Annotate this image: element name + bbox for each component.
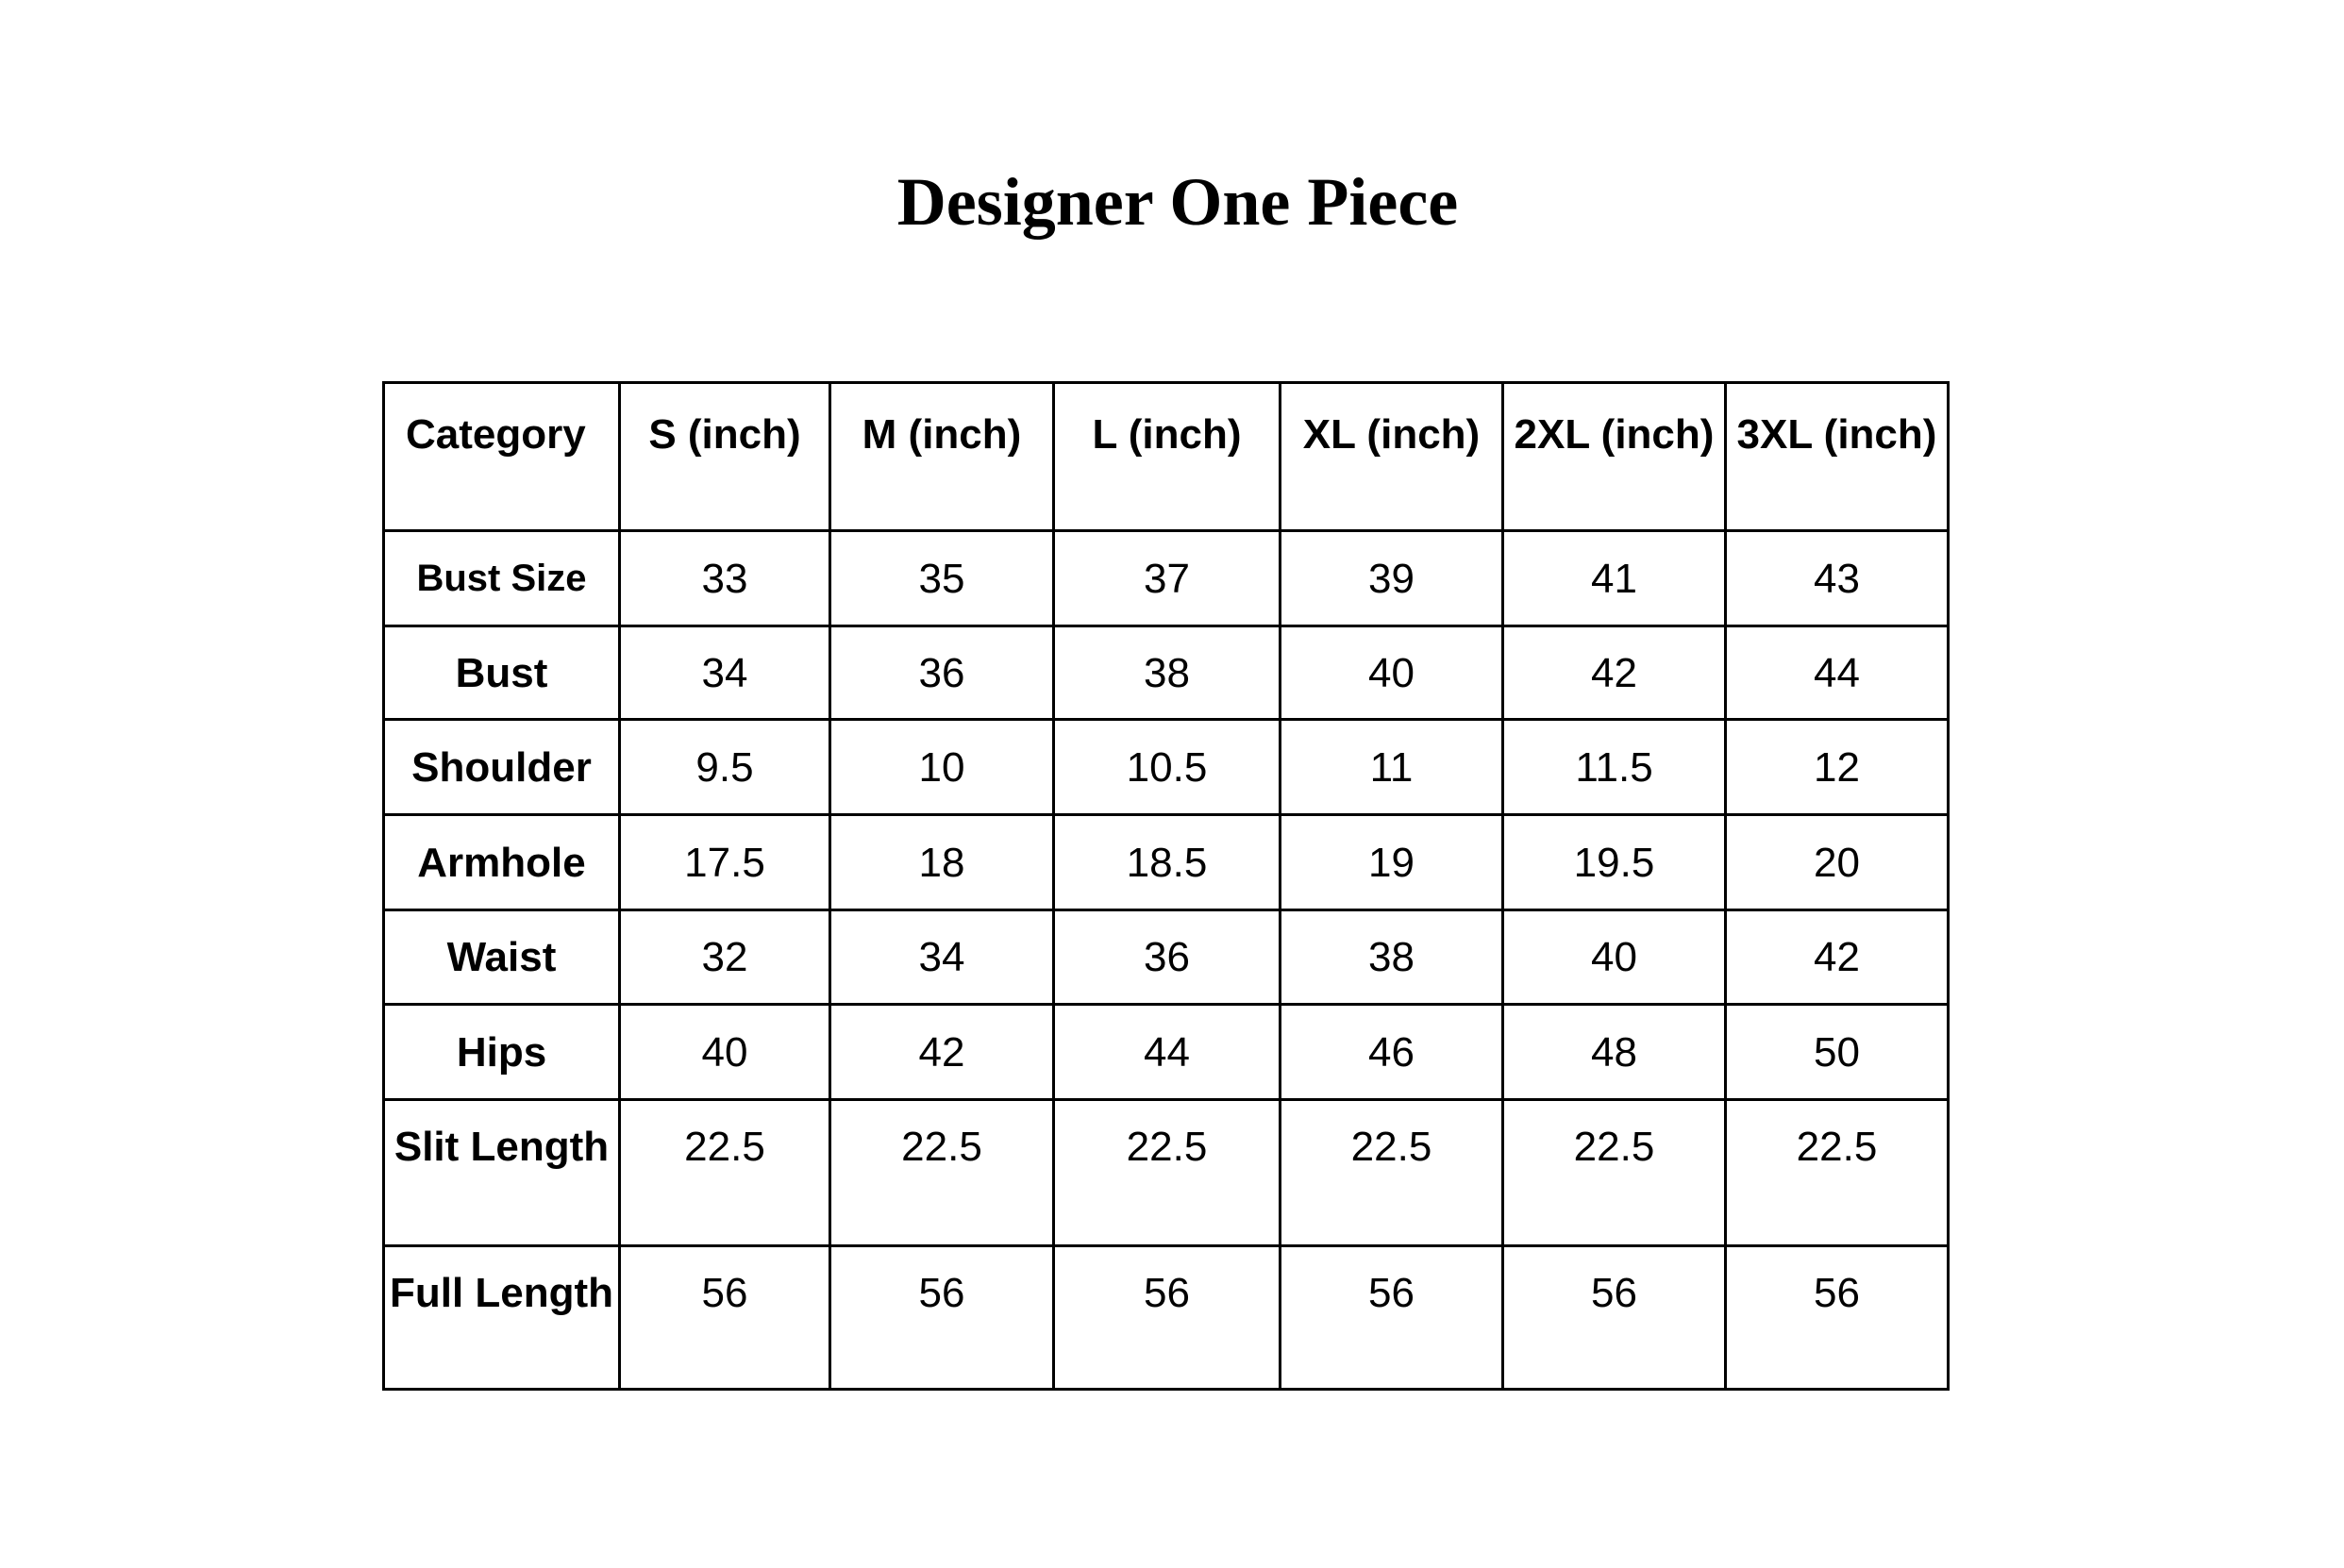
table-cell: 19 [1281,815,1503,910]
row-label: Waist [384,910,620,1005]
table-cell: 42 [1726,910,1949,1005]
table-cell: 9.5 [620,720,830,815]
table-cell: 40 [620,1005,830,1100]
table-cell: 38 [1054,626,1281,720]
table-cell: 32 [620,910,830,1005]
table-cell: 42 [1503,626,1726,720]
table-cell: 39 [1281,531,1503,626]
table-row [384,626,1949,720]
row-label: Hips [384,1005,620,1100]
row-label: Shoulder [384,720,620,815]
table-row [384,531,1949,626]
table-cell: 10.5 [1054,720,1281,815]
table-cell: 56 [1503,1246,1726,1390]
table-cell: 56 [1054,1246,1281,1390]
header-row [384,383,1949,531]
row-label: Armhole [384,815,620,910]
table-cell: 56 [830,1246,1054,1390]
table-row [384,720,1949,815]
table-cell: 41 [1503,531,1726,626]
table-row [384,815,1949,910]
table-cell: 22.5 [1281,1100,1503,1246]
table-cell: 35 [830,531,1054,626]
table-cell: 50 [1726,1005,1949,1100]
table-row [384,1246,1949,1390]
table-cell: 11.5 [1503,720,1726,815]
column-header-m: M (inch) [830,383,1054,531]
column-header-l: L (inch) [1054,383,1281,531]
table-cell: 12 [1726,720,1949,815]
table-cell: 17.5 [620,815,830,910]
table-cell: 22.5 [830,1100,1054,1246]
table-cell: 36 [1054,910,1281,1005]
table-cell: 56 [1726,1246,1949,1390]
table-cell: 56 [1281,1246,1503,1390]
table-cell: 22.5 [1726,1100,1949,1246]
table-cell: 42 [830,1005,1054,1100]
table-cell: 22.5 [620,1100,830,1246]
table-cell: 44 [1054,1005,1281,1100]
table-cell: 22.5 [1054,1100,1281,1246]
column-header-3xl: 3XL (inch) [1726,383,1949,531]
table-cell: 34 [620,626,830,720]
column-header-2xl: 2XL (inch) [1503,383,1726,531]
table-cell: 19.5 [1503,815,1726,910]
table-row [384,910,1949,1005]
table-row [384,1100,1949,1246]
table-cell: 38 [1281,910,1503,1005]
table-cell: 40 [1281,626,1503,720]
size-chart-table [382,381,1950,1391]
column-header-category: Category [384,383,620,531]
column-header-xl: XL (inch) [1281,383,1503,531]
table-cell: 20 [1726,815,1949,910]
table-cell: 56 [620,1246,830,1390]
table-cell: 37 [1054,531,1281,626]
row-label: Bust Size [384,531,620,626]
table-cell: 11 [1281,720,1503,815]
row-label: Full Length [384,1246,620,1390]
table-cell: 33 [620,531,830,626]
table-cell: 18 [830,815,1054,910]
table-cell: 34 [830,910,1054,1005]
row-label: Slit Length [384,1100,620,1246]
table-cell: 40 [1503,910,1726,1005]
table-cell: 10 [830,720,1054,815]
table-cell: 36 [830,626,1054,720]
page-title: Designer One Piece [896,164,1459,240]
table-cell: 18.5 [1054,815,1281,910]
table-cell: 22.5 [1503,1100,1726,1246]
table-cell: 43 [1726,531,1949,626]
table-cell: 44 [1726,626,1949,720]
table-cell: 48 [1503,1005,1726,1100]
row-label: Bust [384,626,620,720]
table-row [384,1005,1949,1100]
column-header-s: S (inch) [620,383,830,531]
table-cell: 46 [1281,1005,1503,1100]
